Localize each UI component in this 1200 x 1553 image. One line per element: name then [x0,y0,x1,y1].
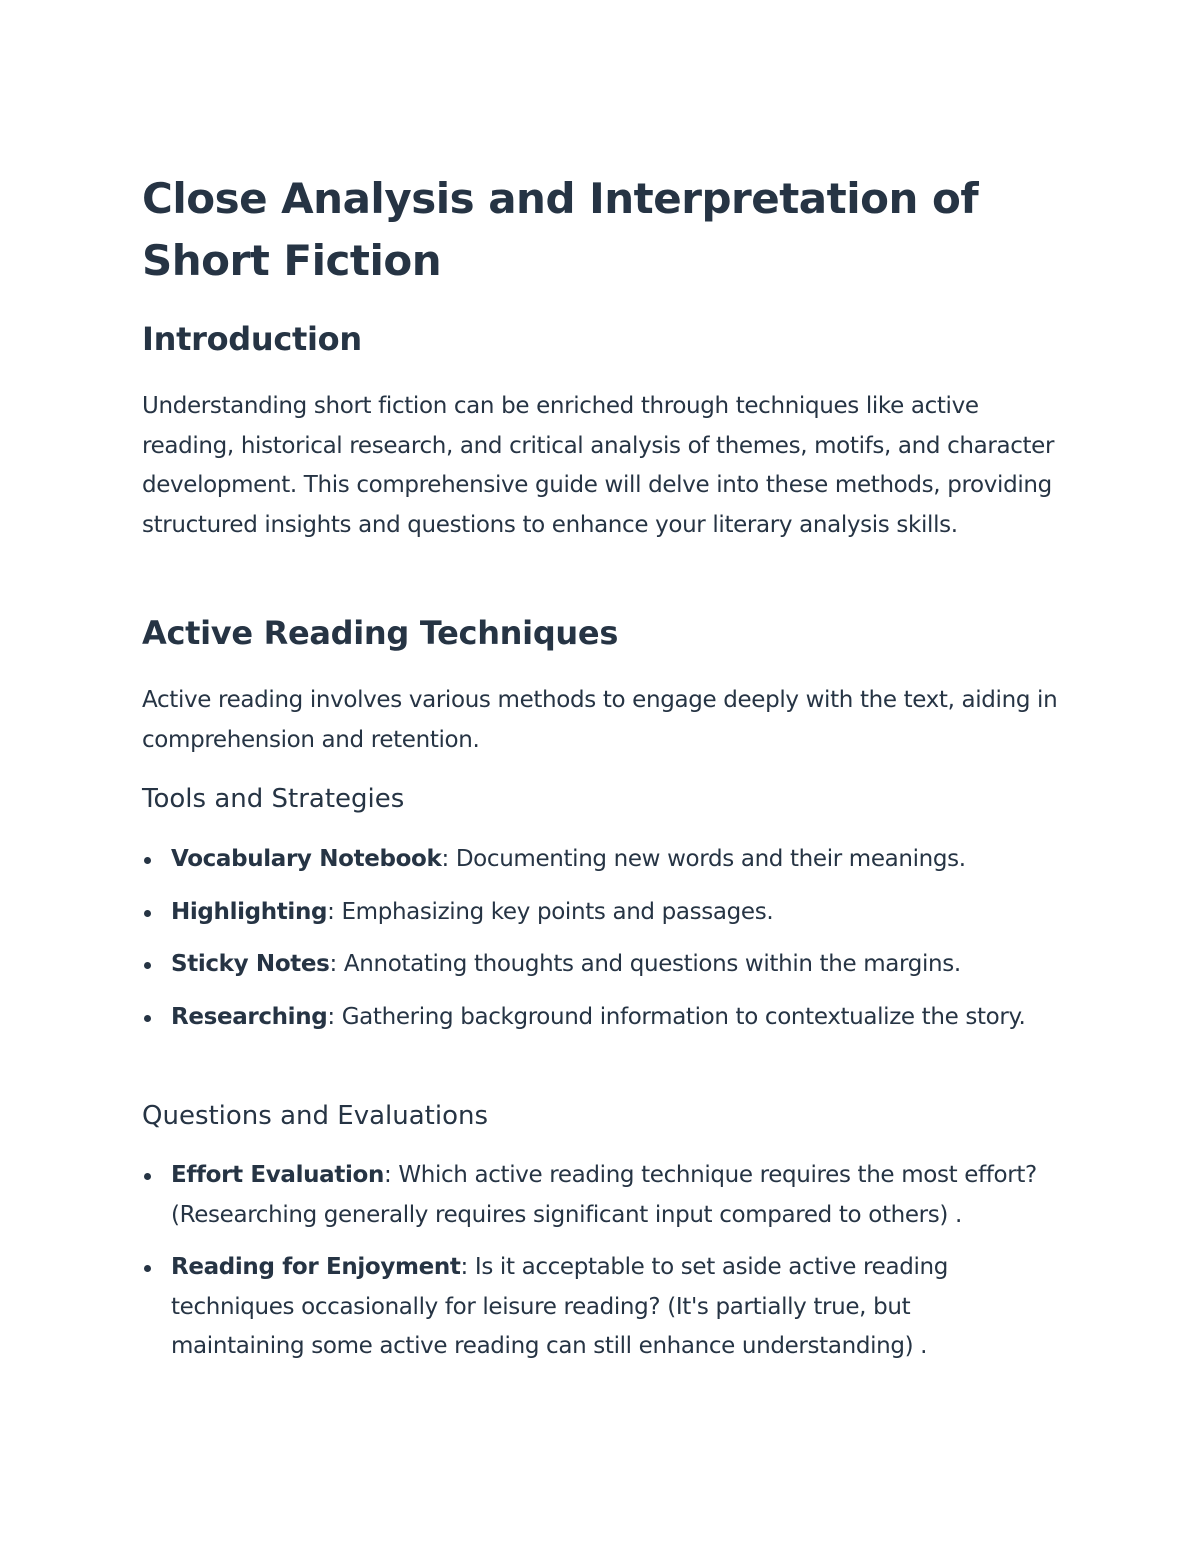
introduction-paragraph: Understanding short fiction can be enriched through techniques like active reading, historical research, and critical analysis of themes, motifs, and character development. This comprehensive guide will delve into these methods, providing structured insights and questions to enhance your literary analysis skills. [142,393,1055,538]
bullet-icon [144,910,151,917]
list-item-text: : Is it acceptable to set aside active reading techniques occasionally for leisure reading? (It's partially true, but maintaining some active reading can still enhance understanding) . [171,1254,948,1359]
list-item [142,893,1042,933]
list-item [142,1248,1042,1367]
questions-evaluations-heading: Questions and Evaluations [142,1101,489,1131]
list-item-text: : Gathering background information to contextualize the story. [327,1003,1026,1030]
list-item [142,840,1042,880]
questions-evaluations-list [142,1156,1042,1367]
list-item [142,998,1042,1038]
list-item [142,1156,1042,1235]
active-reading-paragraph: Active reading involves various methods to engage deeply with the text, aiding in comprehension and retention. [142,687,1058,753]
list-item [142,945,1042,985]
tools-strategies-heading: Tools and Strategies [142,784,405,814]
tools-strategies-list [142,840,1042,1037]
document-title: Close Analysis and Interpretation of Short Fiction [142,174,979,285]
bullet-icon [144,1015,151,1022]
list-item-term: Vocabulary Notebook [171,846,442,872]
bullet-icon [144,1265,151,1272]
bullet-icon [144,1173,151,1180]
active-reading-heading: Active Reading Techniques [142,614,619,652]
introduction-heading: Introduction [142,320,362,358]
bullet-icon [144,962,151,969]
list-item-term: Highlighting [171,898,328,925]
bullet-icon [144,857,151,864]
list-item-term: Sticky Notes [171,951,330,977]
list-item-term: Reading for Enjoyment [171,1254,461,1280]
list-item-text: : Emphasizing key points and passages. [327,898,774,925]
list-item-term: Effort Evaluation [171,1162,384,1188]
list-item-text: : Which active reading technique requires the most effort? (Researching generally requires significant input compared to others) . [171,1162,1037,1228]
list-item-text: : Documenting new words and their meanings. [441,846,966,872]
list-item-term: Researching [171,1003,328,1030]
list-item-text: : Annotating thoughts and questions within the margins. [329,951,961,977]
